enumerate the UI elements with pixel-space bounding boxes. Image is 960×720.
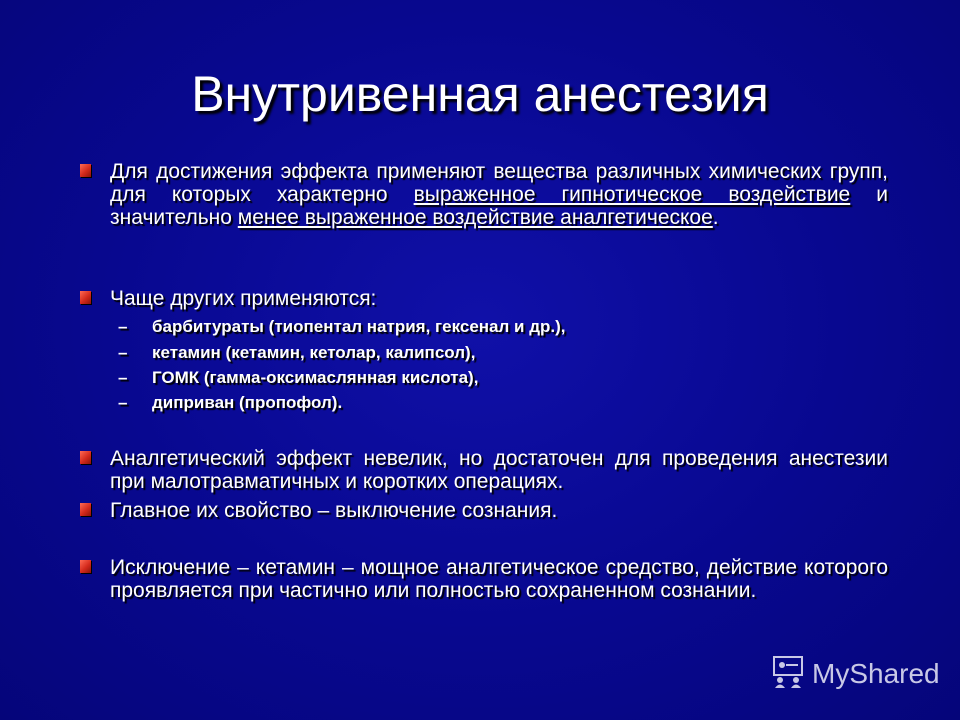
bullet-item-3 [84, 447, 888, 493]
sub-dash: – [118, 343, 128, 362]
sub-dash: – [118, 317, 128, 336]
bullet-text: Главное их свойство – выключение сознания. [110, 499, 558, 522]
bullet-marker [80, 503, 91, 516]
bullet-text: Для достижения эффекта применяют вещества различных химических групп, для которых характерно выраженное гипнотическое воздействие и значительно менее выраженное воздействие аналгетическое. [110, 160, 888, 229]
bullet-item-2 [84, 287, 888, 310]
bullet-item-4 [84, 499, 888, 522]
bullet-text: Аналгетический эффект невелик, но достаточен для проведения анестезии при малотравматичных и коротких операциях. [110, 447, 888, 493]
slide-title: Внутривенная анестезия [191, 66, 769, 122]
bullet-item-1 [84, 160, 888, 229]
bullet-text: Чаще других применяются: [110, 287, 377, 310]
bullet-marker [80, 451, 91, 464]
sub-text: кетамин (кетамин, кетолар, калипсол), [152, 343, 476, 362]
bullet-text: Исключение – кетамин – мощное аналгетическое средство, действие которого проявляется при частично или полностью сохраненном сознании. [110, 556, 888, 602]
sub-item-3 [118, 367, 878, 389]
bullet-marker [80, 164, 91, 177]
sub-dash: – [118, 368, 128, 387]
sub-text: барбитураты (тиопентал натрия, гексенал и др.), [152, 317, 566, 336]
sub-text: ГОМК (гамма-оксимаслянная кислота), [152, 368, 479, 387]
bullet-marker [80, 560, 91, 573]
sub-item-4 [118, 392, 878, 414]
sub-dash: – [118, 393, 128, 412]
watermark-text: MyShared [812, 658, 940, 689]
sub-text: диприван (пропофол). [152, 393, 343, 412]
sub-item-1 [118, 316, 878, 338]
sub-item-2 [118, 342, 878, 364]
bullet-marker [80, 291, 91, 304]
classroom-icon [770, 655, 806, 694]
bullet-item-5 [84, 556, 888, 602]
watermark-logo [770, 656, 940, 692]
